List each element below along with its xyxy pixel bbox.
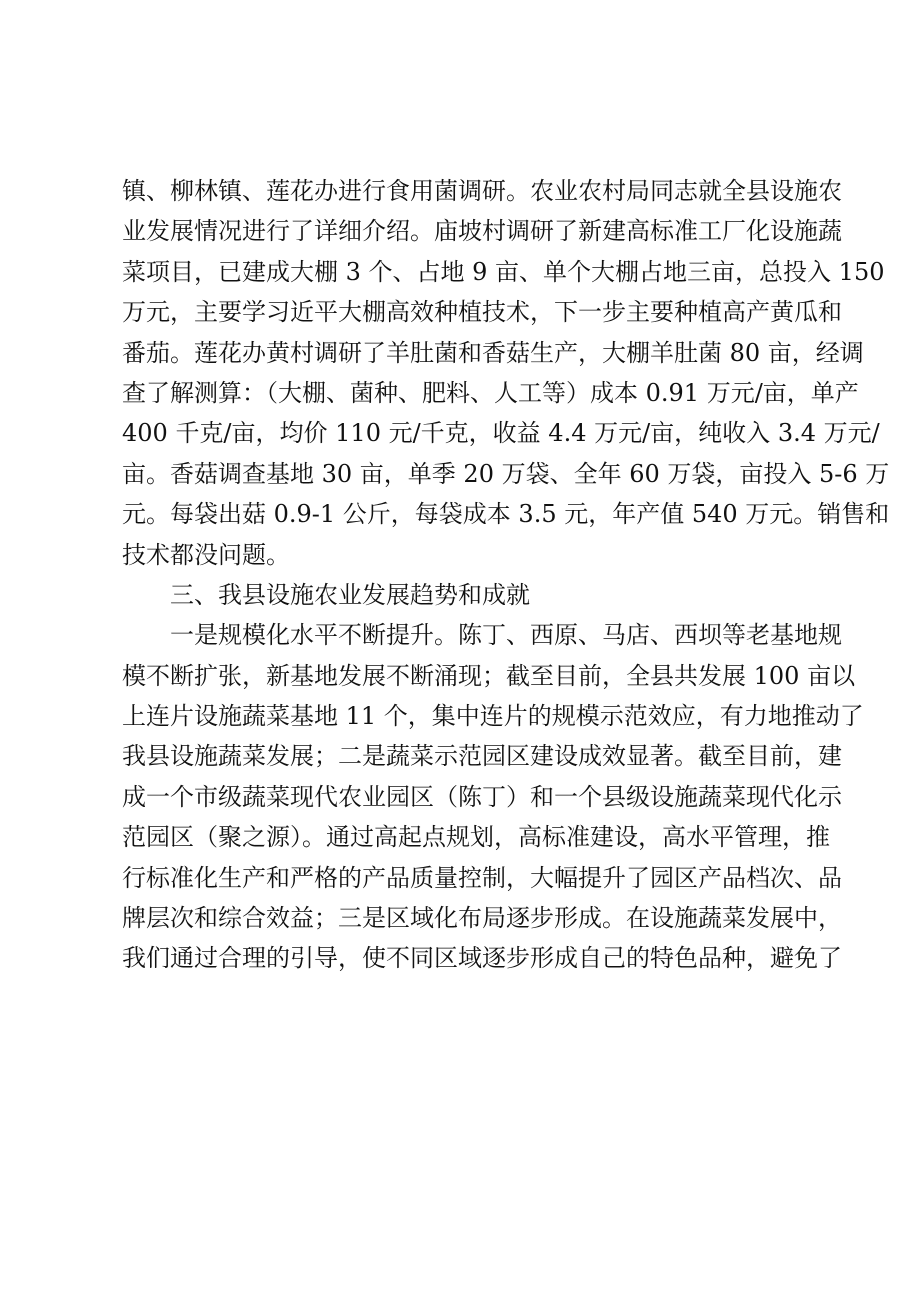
- text-line: 行标准化生产和严格的产品质量控制，大幅提升了园区产品档次、品: [122, 863, 842, 892]
- text-line: 上连片设施蔬菜基地 11 个，集中连片的规模示范效应，有力地推动了: [122, 702, 864, 731]
- text-line: 我们通过合理的引导，使不同区域逐步形成自己的特色品种，避免了: [122, 944, 842, 973]
- text-line: 成一个市级蔬菜现代农业园区（陈丁）和一个县级设施蔬菜现代化示: [122, 782, 842, 811]
- text-line: 菜项目，已建成大棚 3 个、占地 9 亩、单个大棚占地三亩，总投入 150: [122, 257, 885, 286]
- text-line: 番茄。莲花办黄村调研了羊肚菌和香菇生产，大棚羊肚菌 80 亩，经调: [122, 338, 864, 367]
- text-line: 亩。香菇调查基地 30 亩，单季 20 万袋、全年 60 万袋，亩投入 5-6 万: [122, 459, 890, 488]
- text-line: 业发展情况进行了详细介绍。庙坡村调研了新建高标准工厂化设施蔬: [122, 217, 842, 246]
- text-line: 万元，主要学习近平大棚高效种植技术，下一步主要种植高产黄瓜和: [122, 298, 842, 327]
- text-line: 技术都没问题。: [122, 540, 290, 569]
- text-line: 400 千克/亩，均价 110 元/千克，收益 4.4 万元/亩，纯收入 3.4 万元/: [122, 419, 880, 448]
- text-line: 元。每袋出菇 0.9-1 公斤，每袋成本 3.5 元，年产值 540 万元。销售和: [122, 500, 890, 529]
- text-line: 镇、柳林镇、莲花办进行食用菌调研。农业农村局同志就全县设施农: [122, 177, 842, 205]
- text-line: 我县设施蔬菜发展；二是蔬菜示范园区建设成效显著。截至目前，建: [122, 742, 842, 771]
- text-line: 牌层次和综合效益；三是区域化布局逐步形成。在设施蔬菜发展中，: [122, 904, 842, 933]
- text-line: 范园区（聚之源）。通过高起点规划，高标准建设，高水平管理，推: [122, 823, 830, 852]
- document-body-text: [122, 171, 890, 979]
- text-line: 模不断扩张，新基地发展不断涌现；截至目前，全县共发展 100 亩以: [122, 661, 856, 690]
- text-line: 一是规模化水平不断提升。陈丁、西原、马店、西坝等老基地规: [170, 621, 842, 650]
- section-heading: 三、我县设施农业发展趋势和成就: [170, 580, 530, 609]
- text-line: 查了解测算：（大棚、菌种、肥料、人工等）成本 0.91 万元/亩，单产: [122, 378, 859, 407]
